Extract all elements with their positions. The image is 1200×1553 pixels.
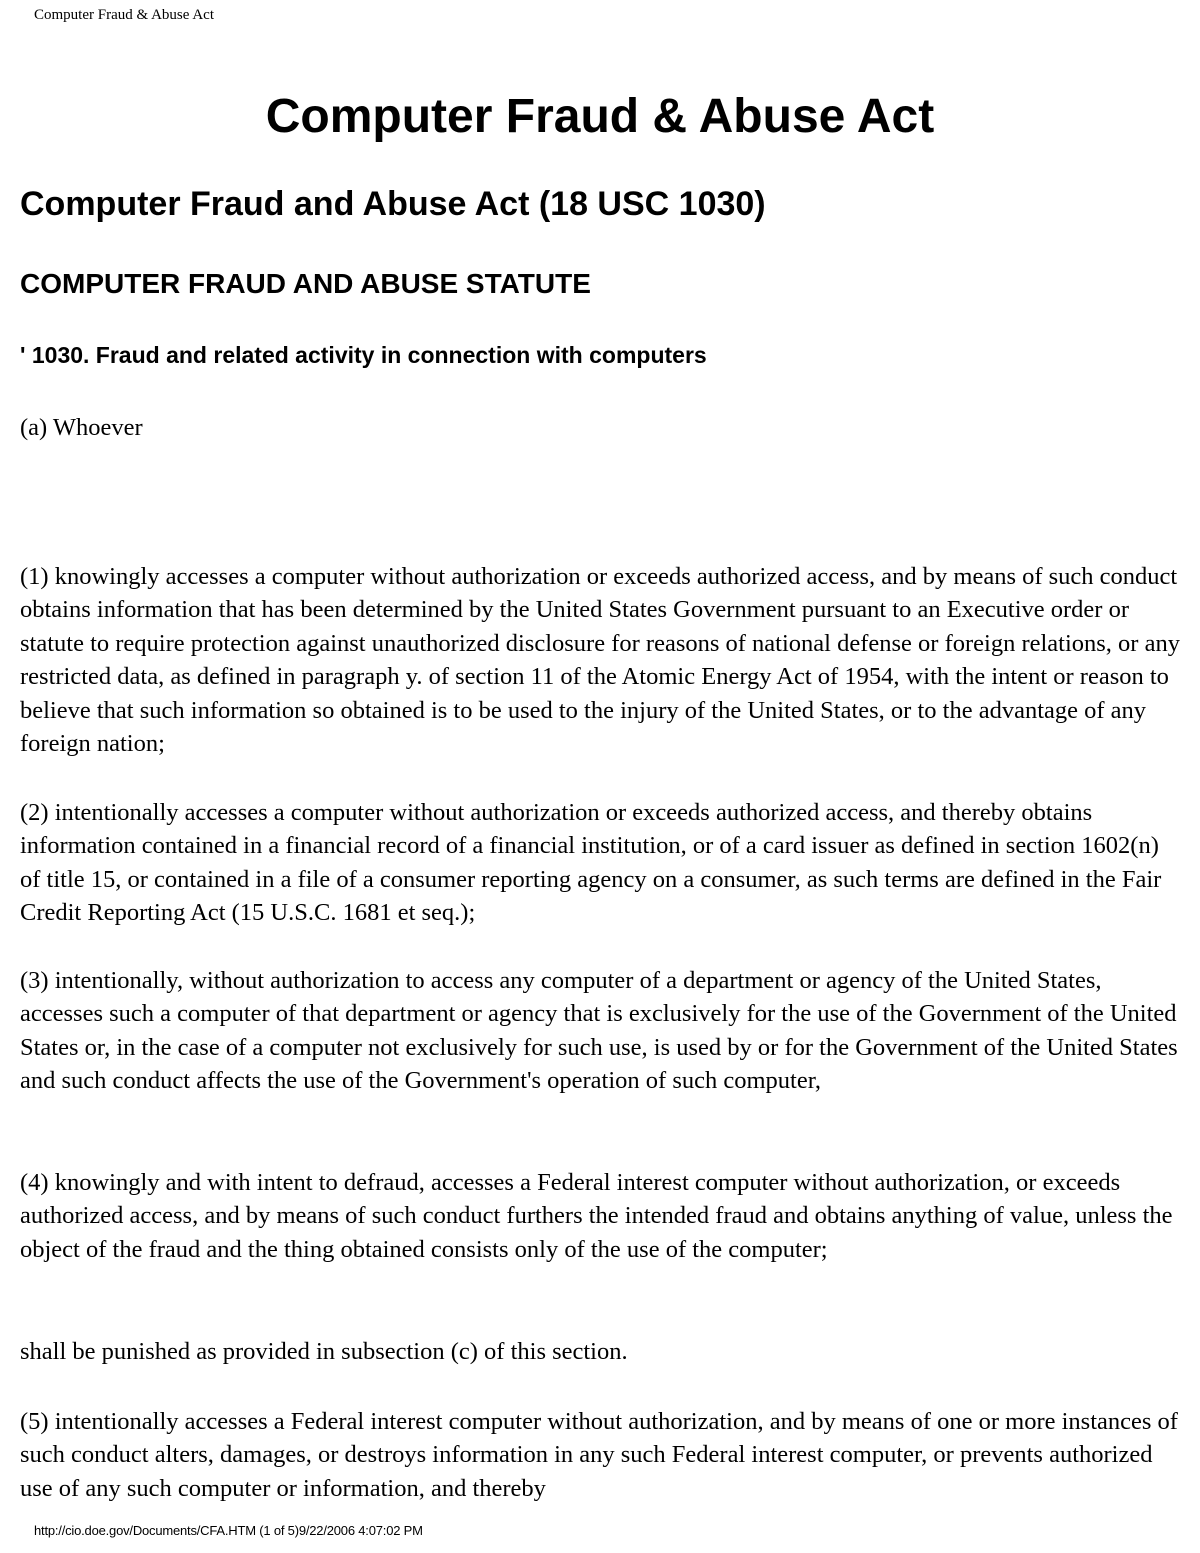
section-heading: ' 1030. Fraud and related activity in connection with computers xyxy=(20,342,707,368)
paragraph-3: (3) intentionally, without authorization to access any computer of a department or agency of the United States, accesses such a computer of that department or agency that is exclusively for the use of the Government of the United States or, in the case of a computer not exclusively for such use, is used by or for the Government of the United States and such conduct affects the use of the Government's operation of such computer, xyxy=(20,967,1178,1095)
running-header: Computer Fraud & Abuse Act xyxy=(34,7,214,23)
paragraph-1: (1) knowingly accesses a computer without authorization or exceeds authorized access, and by means of such conduct obtains information that has been determined by the United States Government pursuant to an Executive order or statute to require protection against unauthorized disclosure for reasons of national defense or foreign relations, or any restricted data, as defined in paragraph y. of section 11 of the Atomic Energy Act of 1954, with the intent or reason to believe that such information so obtained is to be used to the injury of the United States, or to the advantage of any foreign nation; xyxy=(20,563,1180,758)
statute-heading: COMPUTER FRAUD AND ABUSE STATUTE xyxy=(20,268,591,299)
running-footer: http://cio.doe.gov/Documents/CFA.HTM (1 of 5)9/22/2006 4:07:02 PM xyxy=(34,1523,423,1538)
document-subtitle: Computer Fraud and Abuse Act (18 USC 1030) xyxy=(20,185,766,223)
document-body xyxy=(20,80,1180,1502)
paragraph-4: (4) knowingly and with intent to defraud, accesses a Federal interest computer without authorization, or exceeds authorized access, and by means of such conduct furthers the intended fraud and obtains anything of value, unless the object of the fraud and the thing obtained consists only of the use of the computer; xyxy=(20,1169,1173,1263)
document-title: Computer Fraud & Abuse Act xyxy=(265,90,935,143)
paragraph-5: (5) intentionally accesses a Federal interest computer without authorization, and by means of one or more instances of such conduct alters, damages, or destroys information in any such Federal interest computer, or prevents authorized use of any such computer or information, and thereby xyxy=(20,1408,1178,1502)
paragraph-punishment: shall be punished as provided in subsection (c) of this section. xyxy=(20,1338,628,1365)
paragraph-2: (2) intentionally accesses a computer without authorization or exceeds authorized access, and thereby obtains information contained in a financial record of a financial institution, or of a card issuer as defined in section 1602(n) of title 15, or contained in a file of a consumer reporting agency on a consumer, as such terms are defined in the Fair Credit Reporting Act (15 U.S.C. 1681 et seq.); xyxy=(20,799,1162,927)
paragraph-a: (a) Whoever xyxy=(20,414,143,441)
